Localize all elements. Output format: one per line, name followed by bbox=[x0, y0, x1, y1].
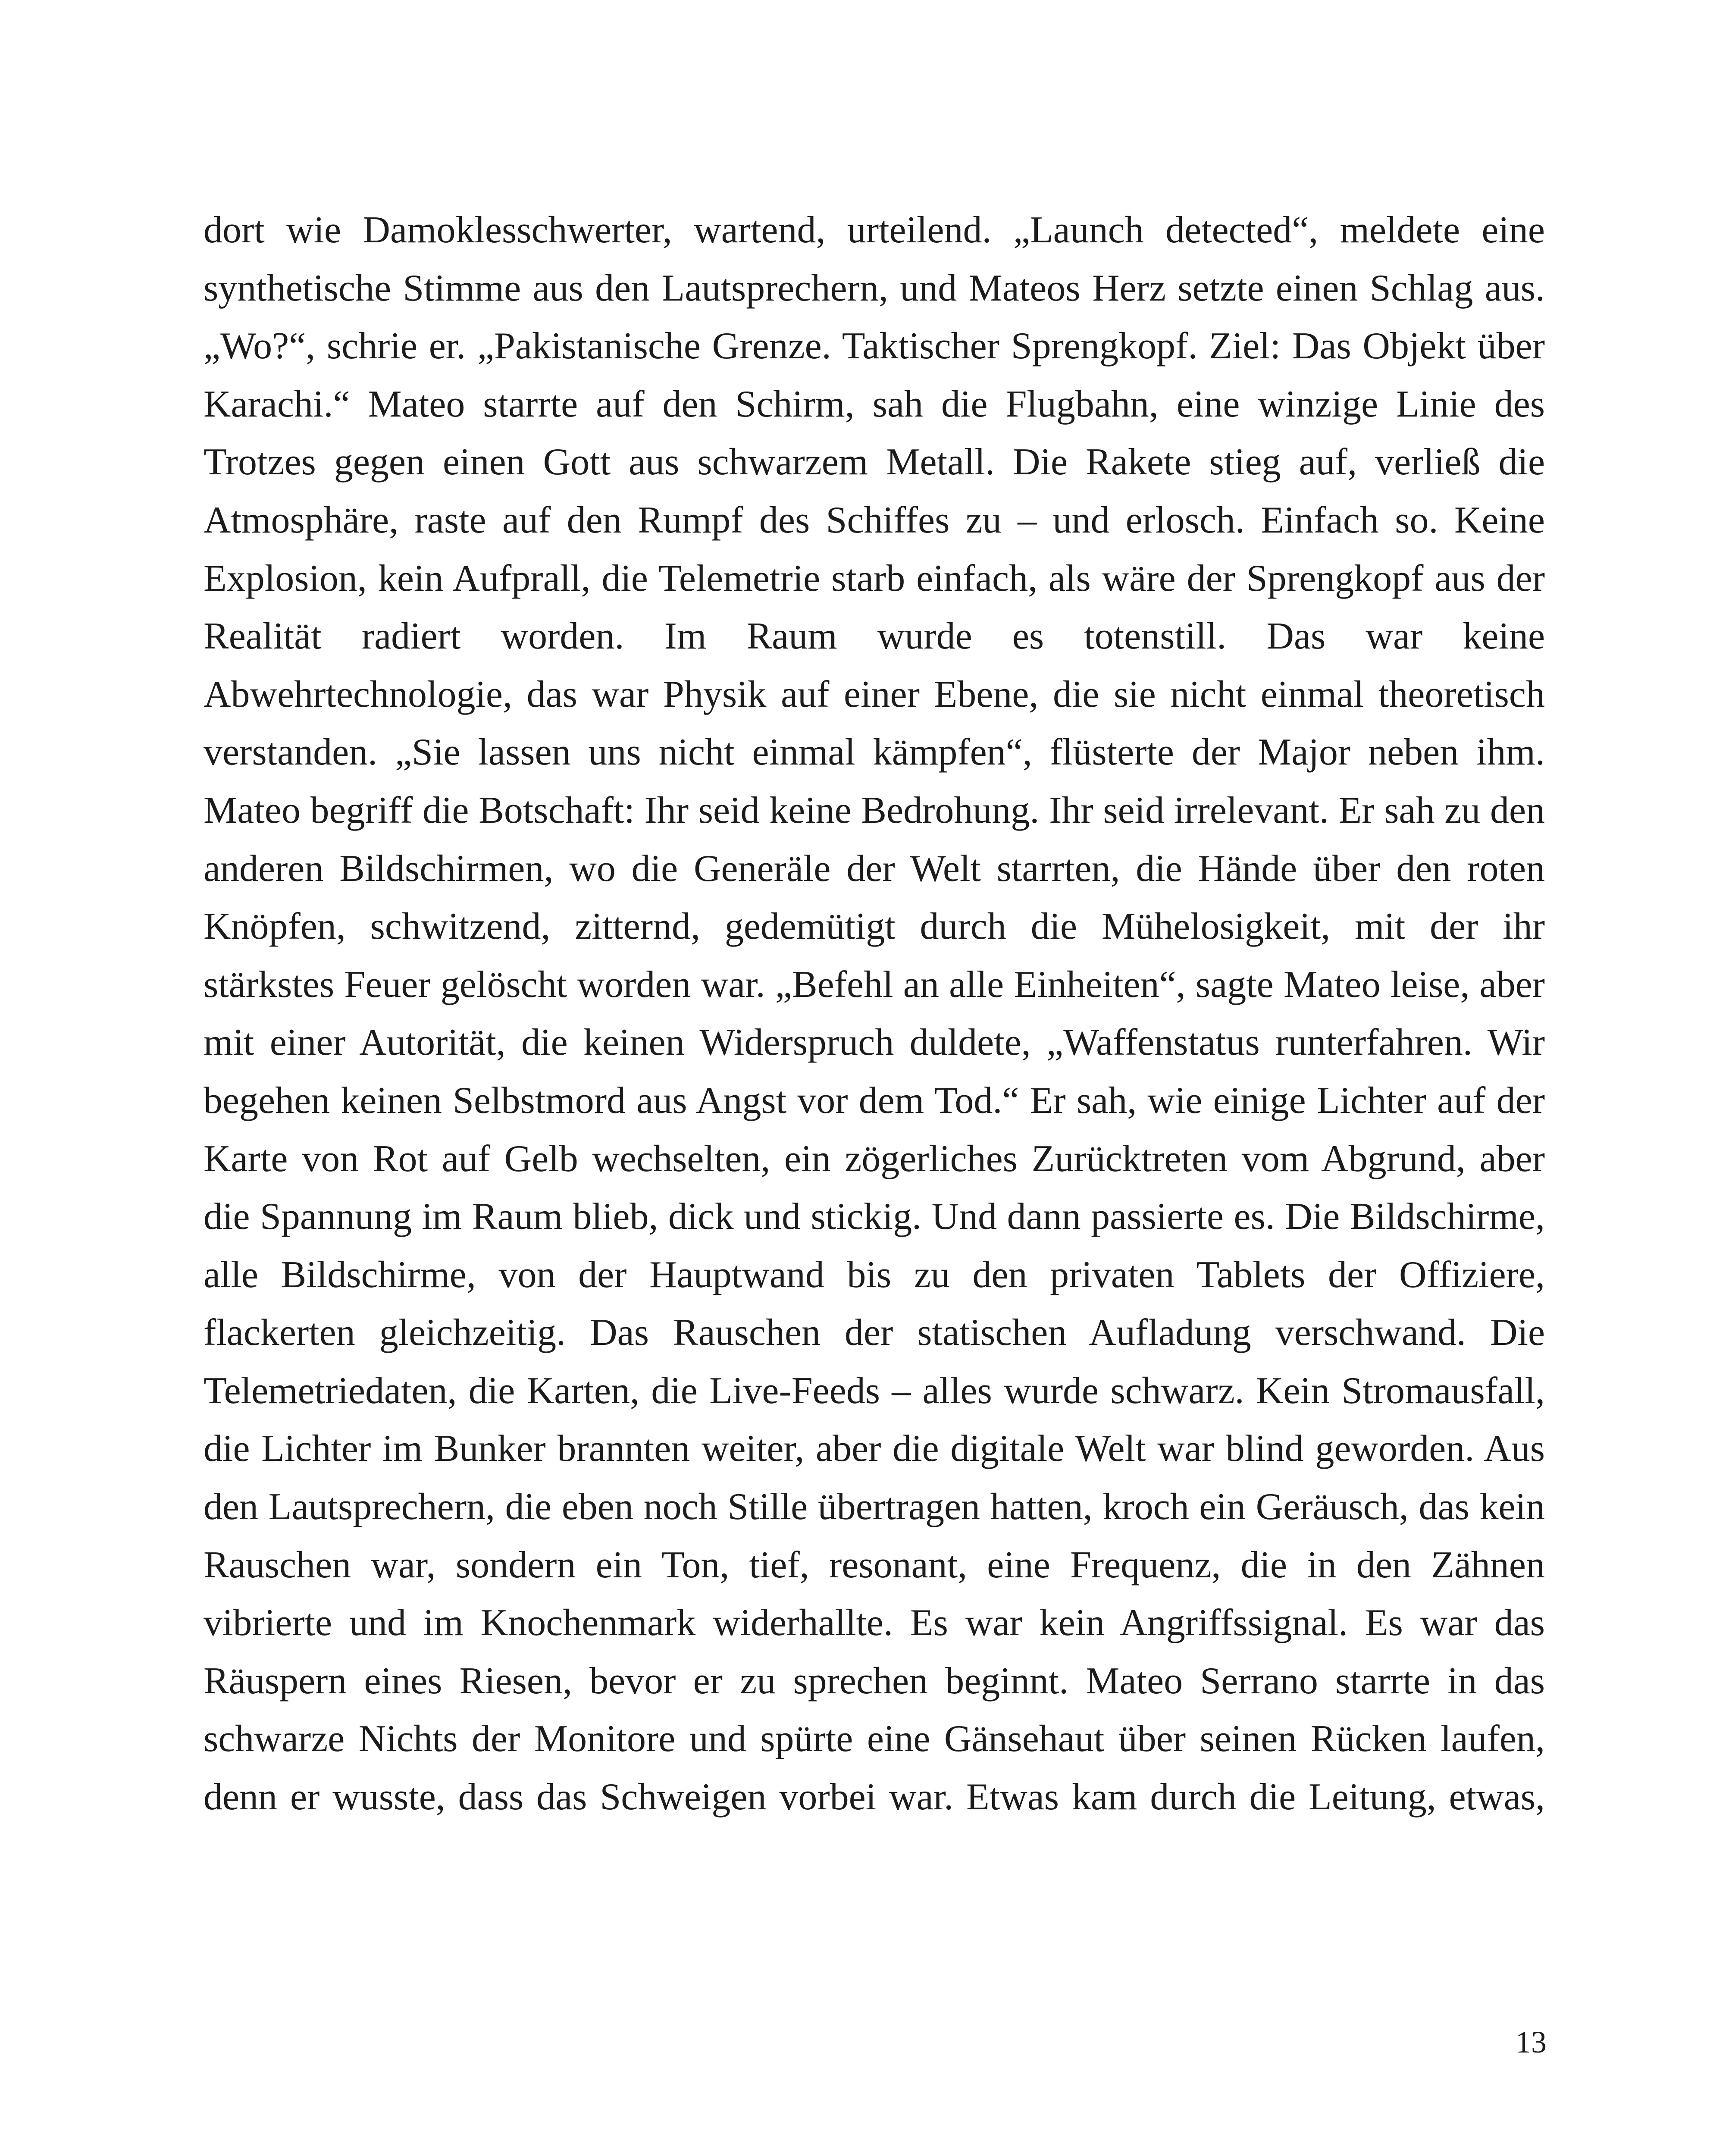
page-number: 13 bbox=[1516, 2025, 1547, 2059]
body-paragraph: dort wie Damoklesschwerter, wartend, urteilend. „Launch detected“, meldete eine synthetische Stimme aus den Lautsprechern, und Mateos Herz setzte einen Schlag aus. „Wo?“, schrie er. „Pakistanische Grenze. Taktischer Sprengkopf. Ziel: Das Objekt über Karachi.“ Mateo starrte auf den Schirm, sah die Flugbahn, eine winzige Linie des Trotzes gegen einen Gott aus schwarzem Metall. Die Rakete stieg auf, verließ die Atmosphäre, raste auf den Rumpf des Schiffes zu – und erlosch. Einfach so. Keine Explosion, kein Aufprall, die Telemetrie starb einfach, als wäre der Sprengkopf aus der Realität radiert worden. Im Raum wurde es totenstill. Das war keine Abwehrtechnologie, das war Physik auf einer Ebene, die sie nicht einmal theoretisch verstanden. „Sie lassen uns nicht einmal kämpfen“, flüsterte der Major neben ihm. Mateo begriff die Botschaft: Ihr seid keine Bedrohung. Ihr seid irrelevant. Er sah zu den anderen Bildschirmen, wo die Generäle der Welt starrten, die Hände über den roten Knöpfen, schwitzend, zitternd, gedemütigt durch die Mühelosigkeit, mit der ihr stärkstes Feuer gelöscht worden war. „Befehl an alle Einheiten“, sagte Mateo leise, aber mit einer Autorität, die keinen Widerspruch duldete, „Waffenstatus runterfahren. Wir begehen keinen Selbstmord aus Angst vor dem Tod.“ Er sah, wie einige Lichter auf der Karte von Rot auf Gelb wechselten, ein zögerliches Zurücktreten vom Abgrund, aber die Spannung im Raum blieb, dick und stickig. Und dann passierte es. Die Bildschirme, alle Bildschirme, von der Hauptwand bis zu den privaten Tablets der Offiziere, flackerten gleichzeitig. Das Rauschen der statischen Aufladung verschwand. Die Telemetriedaten, die Karten, die Live-Feeds – alles wurde schwarz. Kein Stromausfall, die Lichter im Bunker brannten weiter, aber die digitale Welt war blind geworden. Aus den Lautsprechern, die eben noch Stille übertragen hatten, kroch ein Geräusch, das kein Rauschen war, sondern ein Ton, tief, resonant, eine Frequenz, die in den Zähnen vibrierte und im Knochenmark widerhallte. Es war kein Angriffssignal. Es war das Räuspern eines Riesen, bevor er zu sprechen beginnt. Mateo Serrano starrte in das schwarze Nichts der Monitore und spürte eine Gänsehaut über seinen Rücken laufen, denn er wusste, dass das Schweigen vorbei war. Etwas kam durch die Leitung, etwas, bbox=[204, 209, 1545, 1818]
